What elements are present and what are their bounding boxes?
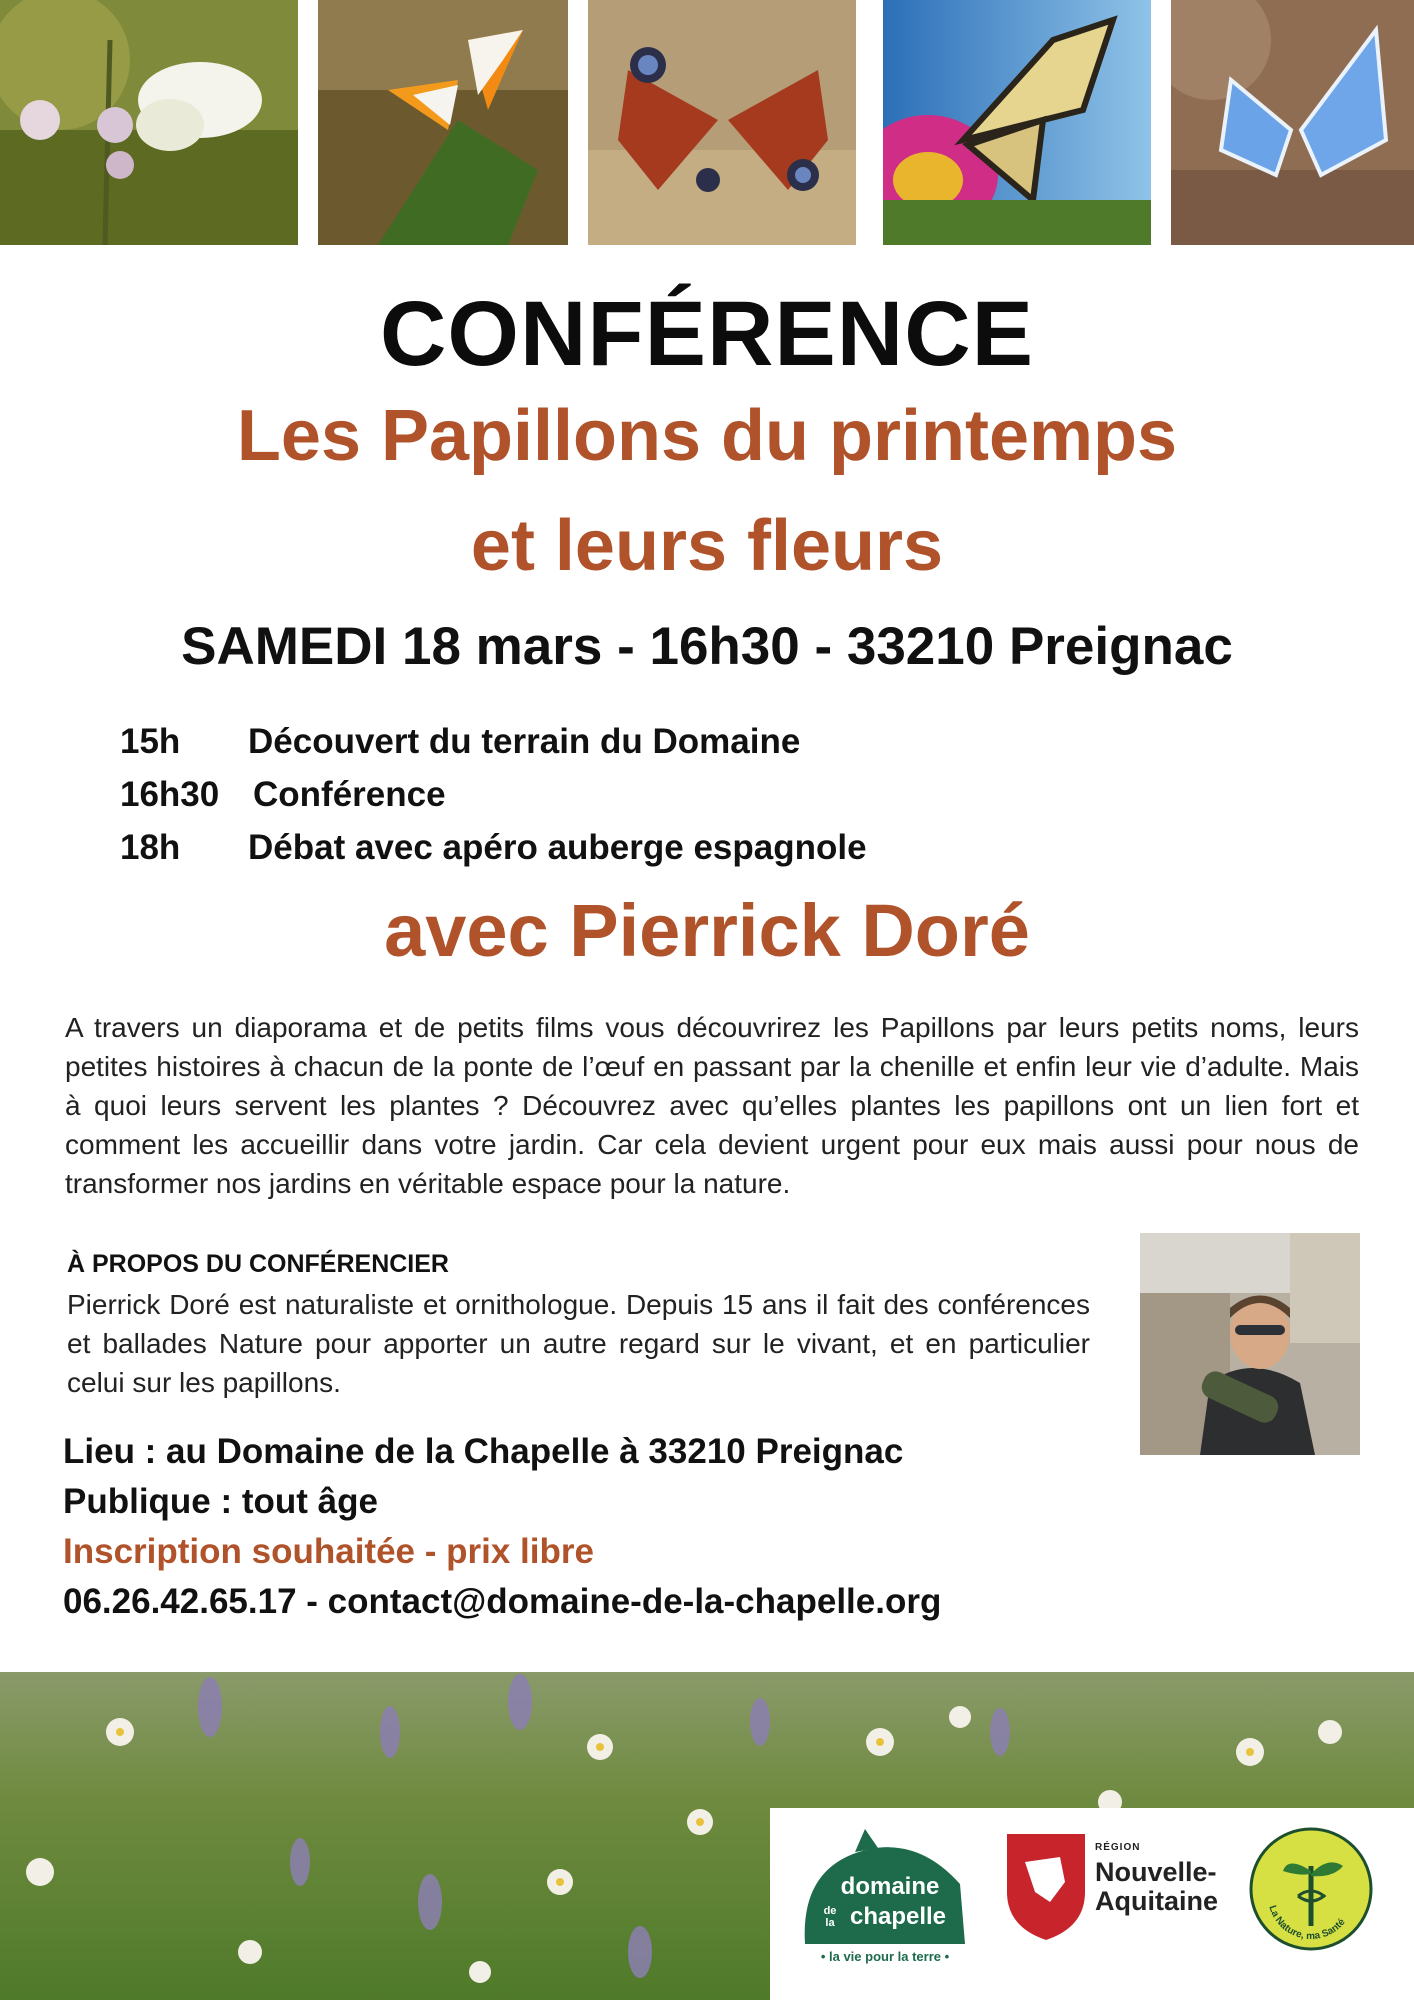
chapelle-word-chapelle: chapelle xyxy=(849,1903,947,1930)
sponsor-logos-panel xyxy=(770,1808,1414,2000)
event-title-line1: Les Papillons du printemps xyxy=(236,396,1178,476)
chapelle-word-de: de xyxy=(823,1905,837,1917)
schedule-description: Découvert du terrain du Domaine xyxy=(248,722,801,761)
region-name: Nouvelle- Aquitaine xyxy=(1095,1857,1219,1916)
schedule-time: 15h xyxy=(120,722,181,761)
chapelle-tagline: • la vie pour la terre • xyxy=(820,1949,950,1964)
nature-ma-sante-logo xyxy=(1248,1826,1374,1952)
peacock-butterfly-photo xyxy=(588,0,856,245)
schedule-time: 18h xyxy=(120,828,181,867)
blue-butterfly-photo xyxy=(1171,0,1414,245)
orange-tip-butterfly-photo xyxy=(318,0,568,245)
contact-info: 06.26.42.65.17 - contact@domaine-de-la-chapelle.org xyxy=(63,1582,942,1621)
orange-tip-butterfly-white-photo xyxy=(0,0,298,245)
about-speaker-text: Pierrick Doré est naturaliste et ornithologue. Depuis 15 ans il fait des conférences et ballades Nature pour apporter un autre regard sur le vivant, et en particulier celui sur les papillons. xyxy=(67,1289,1090,1398)
nature-ma-sante-text: La Nature, ma Santé xyxy=(1266,1904,1348,1943)
swallowtail-butterfly-photo xyxy=(883,0,1151,245)
speaker-name: avec Pierrick Doré xyxy=(384,889,1030,972)
venue-info: Lieu : au Domaine de la Chapelle à 33210 Preignac xyxy=(63,1432,904,1471)
about-speaker-title: À PROPOS DU CONFÉRENCIER xyxy=(67,1250,449,1278)
registration-info: Inscription souhaitée - prix libre xyxy=(63,1532,594,1571)
region-nouvelle-aquitaine-logo xyxy=(1005,1832,1225,1942)
intro-paragraph: A travers un diaporama et de petits films vous découvrirez les Papillons par leurs petits noms, leurs petites histoires à chacun de la ponte de l’œuf en passant par la chenille et enfin leur vie d’adulte. Mais à quoi leurs servent les plantes ? Découvrez avec qu’elles plantes les papillons ont un lien fort et comment les accueillir dans votre jardin. Car cela devient urgent pour eux mais aussi pour nous de transformer nos jardins en véritable espace pour la nature. xyxy=(65,1012,1359,1199)
speaker-portrait-photo xyxy=(1140,1233,1360,1455)
event-date-location: SAMEDI 18 mars - 16h30 - 33210 Preignac xyxy=(181,617,1233,676)
region-label: RÉGION xyxy=(1095,1842,1141,1853)
chapelle-word-domaine: domaine xyxy=(840,1873,940,1900)
schedule-time: 16h30 xyxy=(120,775,220,814)
domaine-de-la-chapelle-logo xyxy=(800,1824,970,1974)
chapelle-word-la: la xyxy=(825,1917,835,1929)
conference-heading: CONFÉRENCE xyxy=(379,283,1035,385)
audience-info: Publique : tout âge xyxy=(63,1482,378,1521)
event-title-line2: et leurs fleurs xyxy=(470,506,944,586)
schedule-description: Conférence xyxy=(253,775,446,814)
schedule-description: Débat avec apéro auberge espagnole xyxy=(248,828,867,867)
